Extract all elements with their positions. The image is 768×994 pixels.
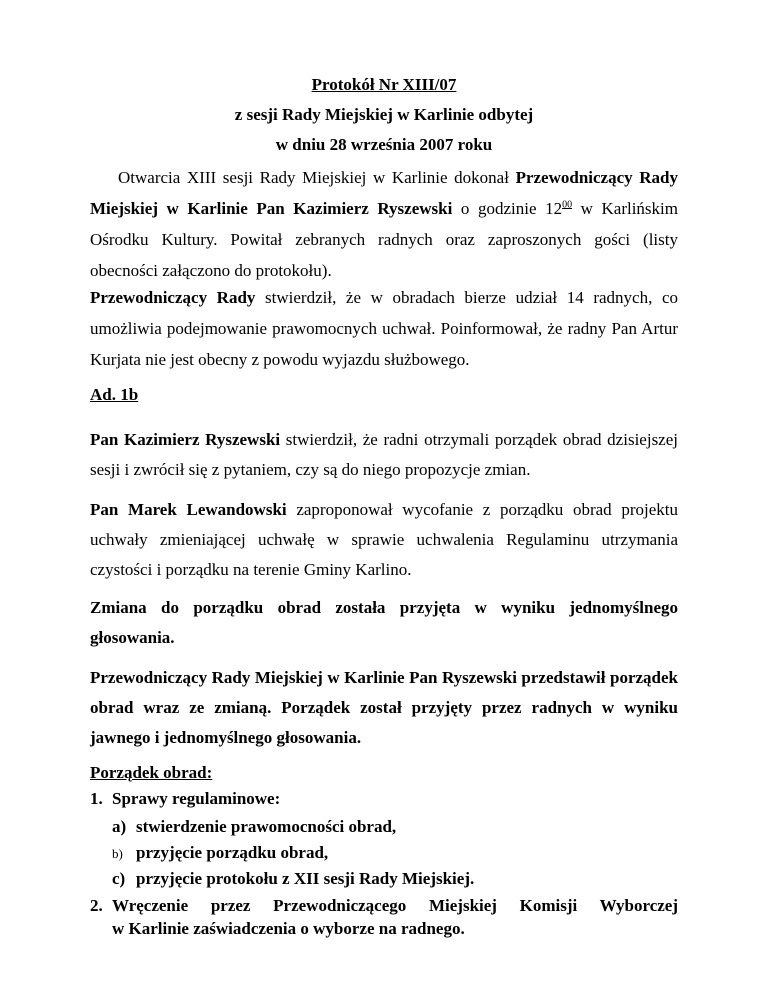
agenda-subitem-b: b) przyjęcie porządku obrad, (112, 843, 329, 862)
agenda-title: Porządek obrad: (90, 763, 213, 782)
document-date: w dniu 28 września 2007 roku (275, 135, 493, 154)
paragraph-proposal: Pan Marek Lewandowski zaproponował wycofanie z porządku obrad projektu uchwały zmieniającej uchwałę w sprawie uchwalenia Regulaminu utrzymania czystości i porządku na terenie Gminy Karlino. (90, 500, 678, 579)
chairman-name: Przewodniczący Rady Miejskiej w Karlinie Pan Kazimierz Ryszewski (90, 168, 678, 218)
time-superscript: 00 (562, 199, 573, 211)
section-heading-ad1b: Ad. 1b (90, 385, 139, 404)
document-subtitle: z sesji Rady Miejskiej w Karlinie odbytej (234, 105, 534, 124)
paragraph-agenda-question: Pan Kazimierz Ryszewski stwierdził, że radni otrzymali porządek obrad dzisiejszej sesji i zwrócił się z pytaniem, czy są do niego propozycje zmian. (90, 430, 678, 479)
agenda-item-1: 1. Sprawy regulaminowe: (90, 789, 281, 808)
paragraph-opening: Otwarcia XIII sesji Rady Miejskiej w Karlinie dokonał Przewodniczący Rady Miejskiej w Karlinie Pan Kazimierz Ryszewski o godzinie $12^{00}$ w Karlińskim Ośrodku Kultury. Powitał zebranych radnych oraz zaproszonych gości (listy obecności załączono do protokołu). (90, 168, 678, 280)
agenda-subitem-a: a) stwierdzenie prawomocności obrad, (112, 817, 397, 836)
paragraph-vote-agenda: Przewodniczący Rady Miejskiej w Karlinie Pan Ryszewski przedstawił porządek obrad wraz ze zmianą. Porządek został przyjęty przez radnych w wyniku jawnego i jednomyślnego głosowania. (90, 668, 678, 747)
paragraph-quorum: Przewodniczący Rady stwierdził, że w obradach bierze udział 14 radnych, co umożliwia podejmowanie prawomocnych uchwał. Poinformował, że radny Pan Artur Kurjata nie jest obecny z powodu wyjazdu służbowego. (90, 288, 678, 369)
paragraph-vote-change: Zmiana do porządku obrad została przyjęta w wyniku jednomyślnego głosowania. (90, 598, 678, 647)
agenda-item-2: 2. Wręczenie przez Przewodniczącego Miejskiej Komisji Wyborczej w Karlinie zaświadczenia o wyborze na radnego. (90, 896, 678, 938)
document-title: Protokół Nr XIII/07 (311, 75, 457, 94)
agenda-subitem-c: c) przyjęcie protokołu z XII sesji Rady Miejskiej. (112, 869, 475, 888)
document-header (90, 70, 678, 160)
